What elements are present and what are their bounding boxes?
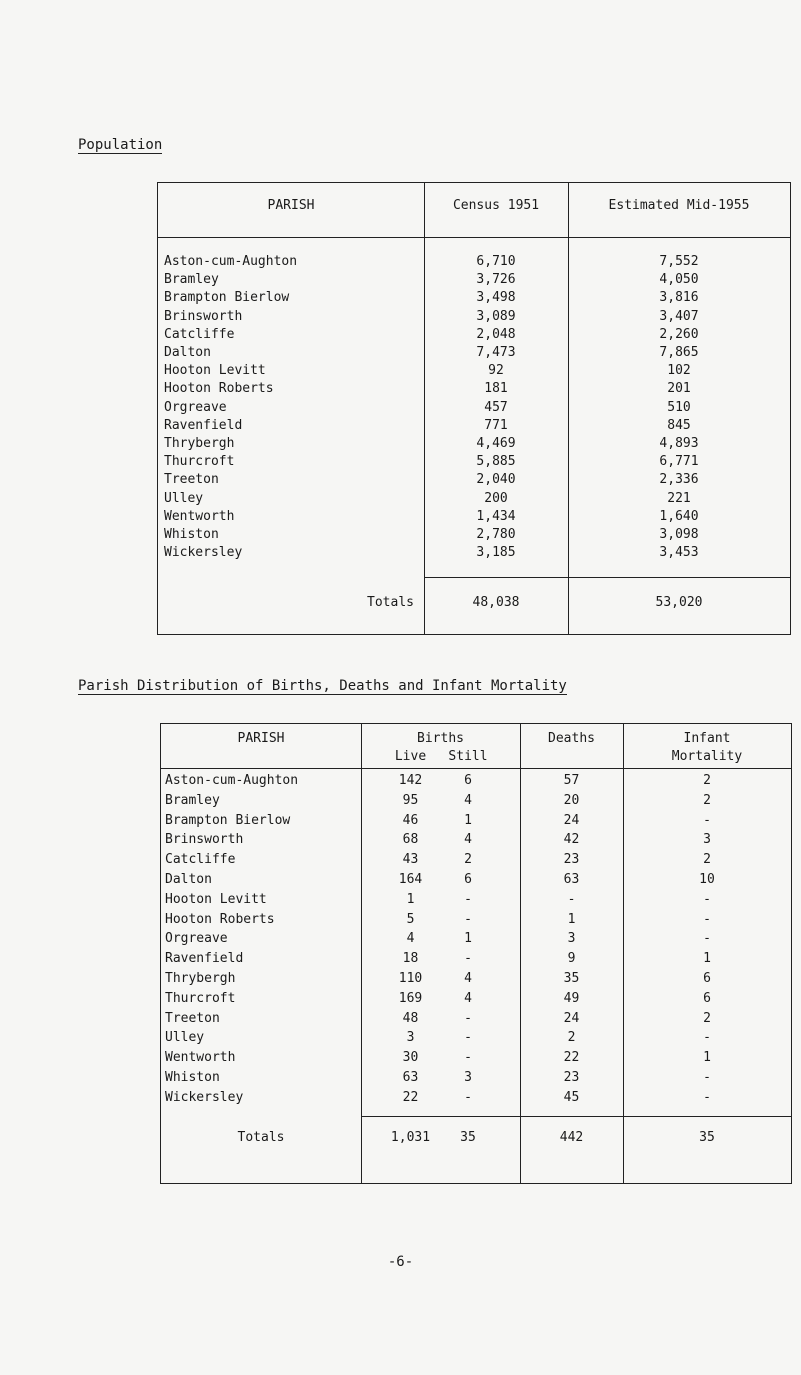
- live-births: 68: [402, 832, 419, 848]
- deaths-value: 57: [563, 773, 580, 788]
- parish-name: Aston-cum-Aughton: [164, 254, 298, 269]
- still-births: 1: [464, 812, 472, 828]
- header-estimated: Estimated Mid-1955: [608, 198, 750, 213]
- parish-name: Dalton: [165, 872, 212, 887]
- parish-name: Brinsworth: [165, 832, 244, 848]
- census-value: 4,469: [476, 436, 516, 451]
- infant-mortality: 2: [703, 852, 711, 868]
- deaths-value: 49: [563, 990, 580, 1006]
- estimated-value: 221: [667, 490, 691, 506]
- infant-mortality: -: [703, 1070, 711, 1085]
- still-births: -: [464, 1030, 472, 1046]
- still-births: 2: [464, 852, 472, 868]
- parish-name: Orgreave: [164, 399, 227, 415]
- live-births: 63: [402, 1070, 419, 1085]
- deaths-value: 3: [567, 931, 576, 947]
- census-value: 7,473: [476, 345, 516, 360]
- still-births: 4: [464, 990, 472, 1006]
- parish-name: Brinsworth: [164, 308, 243, 324]
- still-births: 1: [464, 931, 472, 947]
- live-births: 110: [398, 971, 423, 986]
- deaths-value: 9: [567, 951, 576, 967]
- estimated-value: 3,407: [659, 308, 699, 324]
- census-value: 3,185: [476, 545, 516, 561]
- parish-name: Whiston: [164, 527, 219, 542]
- live-births: 169: [398, 990, 423, 1006]
- live-births: 142: [398, 773, 423, 788]
- deaths-value: 23: [563, 1070, 580, 1085]
- total-infant: 35: [699, 1130, 715, 1145]
- parish-name: Catcliffe: [165, 852, 236, 868]
- header-infant: Infant: [683, 731, 731, 746]
- census-value: 771: [484, 417, 508, 433]
- census-value: 3,498: [476, 290, 516, 306]
- infant-mortality: 1: [703, 951, 711, 967]
- parish-name: Hooton Roberts: [165, 911, 275, 927]
- deaths-value: 20: [563, 792, 580, 808]
- live-births: 43: [402, 852, 419, 868]
- census-value: 5,885: [476, 454, 516, 470]
- still-births: -: [464, 951, 472, 967]
- parish-name: Thrybergh: [164, 436, 235, 451]
- parish-name: Hooton Roberts: [164, 381, 274, 397]
- estimated-value: 2,336: [659, 472, 699, 488]
- census-value: 2,048: [476, 326, 516, 342]
- estimated-value: 4,050: [659, 272, 699, 288]
- census-value: 3,089: [476, 308, 516, 324]
- parish-name: Bramley: [164, 272, 219, 288]
- still-births: -: [464, 911, 472, 927]
- census-value: 6,710: [476, 254, 516, 269]
- still-births: 4: [464, 792, 472, 808]
- population-table: [157, 182, 791, 635]
- parish-name: Aston-cum-Aughton: [165, 773, 299, 788]
- estimated-value: 7,552: [659, 254, 699, 269]
- census-value: 2,780: [476, 527, 516, 542]
- estimated-value: 102: [667, 363, 691, 379]
- infant-mortality: -: [703, 1089, 711, 1105]
- census-value: 457: [484, 399, 508, 415]
- parish-name: Catcliffe: [164, 326, 235, 342]
- parish-name: Wickersley: [165, 1089, 244, 1105]
- census-value: 181: [484, 381, 508, 397]
- estimated-value: 845: [667, 417, 691, 433]
- parish-name: Dalton: [164, 345, 211, 360]
- still-births: -: [464, 1010, 472, 1026]
- infant-mortality: -: [703, 911, 711, 927]
- total-live: 1,031: [390, 1130, 431, 1145]
- distribution-table: [160, 723, 792, 1184]
- infant-mortality: 6: [703, 990, 711, 1006]
- totals-label: Totals: [367, 595, 414, 610]
- census-value: 92: [488, 363, 504, 379]
- live-births: 4: [406, 931, 415, 947]
- deaths-value: 2: [567, 1030, 576, 1046]
- deaths-value: 63: [563, 872, 580, 887]
- still-births: 3: [464, 1070, 472, 1085]
- parish-name: Hooton Levitt: [165, 891, 267, 907]
- infant-mortality: -: [703, 1030, 711, 1046]
- parish-name: Ulley: [164, 490, 204, 506]
- deaths-value: -: [567, 891, 576, 907]
- live-births: 5: [406, 911, 415, 927]
- parish-name: Ravenfield: [164, 417, 243, 433]
- deaths-value: 35: [563, 971, 580, 986]
- estimated-value: 201: [667, 381, 691, 397]
- parish-name: Treeton: [164, 472, 219, 488]
- header-still: Still: [448, 749, 488, 764]
- still-births: 6: [464, 872, 472, 887]
- infant-mortality: 2: [703, 773, 711, 788]
- estimated-value: 7,865: [659, 345, 699, 360]
- parish-name: Thurcroft: [164, 454, 235, 470]
- infant-mortality: 10: [699, 872, 715, 887]
- header-mortality: Mortality: [671, 749, 743, 764]
- estimated-value: 2,260: [659, 326, 699, 342]
- live-births: 3: [406, 1030, 415, 1046]
- deaths-value: 23: [563, 852, 580, 868]
- deaths-value: 45: [563, 1089, 580, 1105]
- header-deaths: Deaths: [548, 731, 595, 746]
- header-census: Census 1951: [452, 198, 540, 213]
- infant-mortality: 2: [703, 1010, 711, 1026]
- infant-mortality: 3: [703, 832, 711, 848]
- parish-name: Brampton Bierlow: [165, 812, 291, 828]
- deaths-value: 1: [567, 911, 576, 927]
- parish-name: Orgreave: [165, 931, 228, 947]
- census-value: 2,040: [476, 472, 516, 488]
- infant-mortality: 6: [703, 971, 711, 986]
- parish-name: Thrybergh: [165, 971, 236, 986]
- distribution-heading: Parish Distribution of Births, Deaths and Infant Mortality: [78, 678, 567, 694]
- estimated-value: 3,453: [659, 545, 699, 561]
- estimated-value: 1,640: [659, 508, 699, 524]
- deaths-value: 24: [563, 812, 580, 828]
- still-births: -: [464, 891, 472, 907]
- total-census: 48,038: [472, 595, 520, 610]
- header-parish: PARISH: [267, 198, 315, 213]
- estimated-value: 4,893: [659, 436, 699, 451]
- parish-name: Ravenfield: [165, 951, 244, 967]
- header-parish: PARISH: [237, 731, 285, 746]
- live-births: 1: [406, 891, 415, 907]
- population-heading: Population: [78, 137, 163, 153]
- deaths-value: 42: [563, 832, 580, 848]
- parish-name: Bramley: [165, 792, 220, 808]
- still-births: -: [464, 1050, 472, 1066]
- live-births: 18: [402, 951, 419, 967]
- parish-name: Ulley: [165, 1030, 205, 1046]
- live-births: 95: [402, 792, 419, 808]
- parish-name: Brampton Bierlow: [164, 290, 290, 306]
- census-value: 3,726: [476, 272, 516, 288]
- infant-mortality: 2: [703, 792, 711, 808]
- parish-name: Whiston: [165, 1070, 220, 1085]
- infant-mortality: 1: [703, 1050, 711, 1066]
- live-births: 48: [402, 1010, 419, 1026]
- parish-name: Wentworth: [164, 508, 235, 524]
- still-births: -: [464, 1089, 472, 1105]
- parish-name: Wentworth: [165, 1050, 236, 1066]
- parish-name: Hooton Levitt: [164, 363, 266, 379]
- totals-label: Totals: [237, 1130, 285, 1145]
- total-estimated: 53,020: [655, 595, 703, 610]
- parish-name: Thurcroft: [165, 990, 236, 1006]
- infant-mortality: -: [703, 891, 711, 907]
- total-still: 35: [460, 1130, 476, 1145]
- estimated-value: 6,771: [659, 454, 699, 470]
- still-births: 4: [464, 971, 472, 986]
- estimated-value: 3,816: [659, 290, 699, 306]
- page-number: -6-: [387, 1254, 414, 1270]
- census-value: 1,434: [476, 508, 516, 524]
- estimated-value: 510: [667, 399, 691, 415]
- deaths-value: 24: [563, 1010, 580, 1026]
- infant-mortality: -: [703, 812, 711, 828]
- live-births: 46: [402, 812, 419, 828]
- deaths-value: 22: [563, 1050, 580, 1066]
- live-births: 30: [402, 1050, 419, 1066]
- estimated-value: 3,098: [659, 527, 699, 542]
- header-births: Births: [417, 731, 464, 746]
- still-births: 4: [464, 832, 472, 848]
- header-live: Live: [394, 749, 427, 764]
- still-births: 6: [464, 773, 472, 788]
- live-births: 22: [402, 1089, 419, 1105]
- parish-name: Treeton: [165, 1010, 220, 1026]
- live-births: 164: [398, 872, 423, 887]
- census-value: 200: [484, 490, 508, 506]
- infant-mortality: -: [703, 931, 711, 947]
- total-deaths: 442: [559, 1130, 584, 1145]
- parish-name: Wickersley: [164, 545, 243, 561]
